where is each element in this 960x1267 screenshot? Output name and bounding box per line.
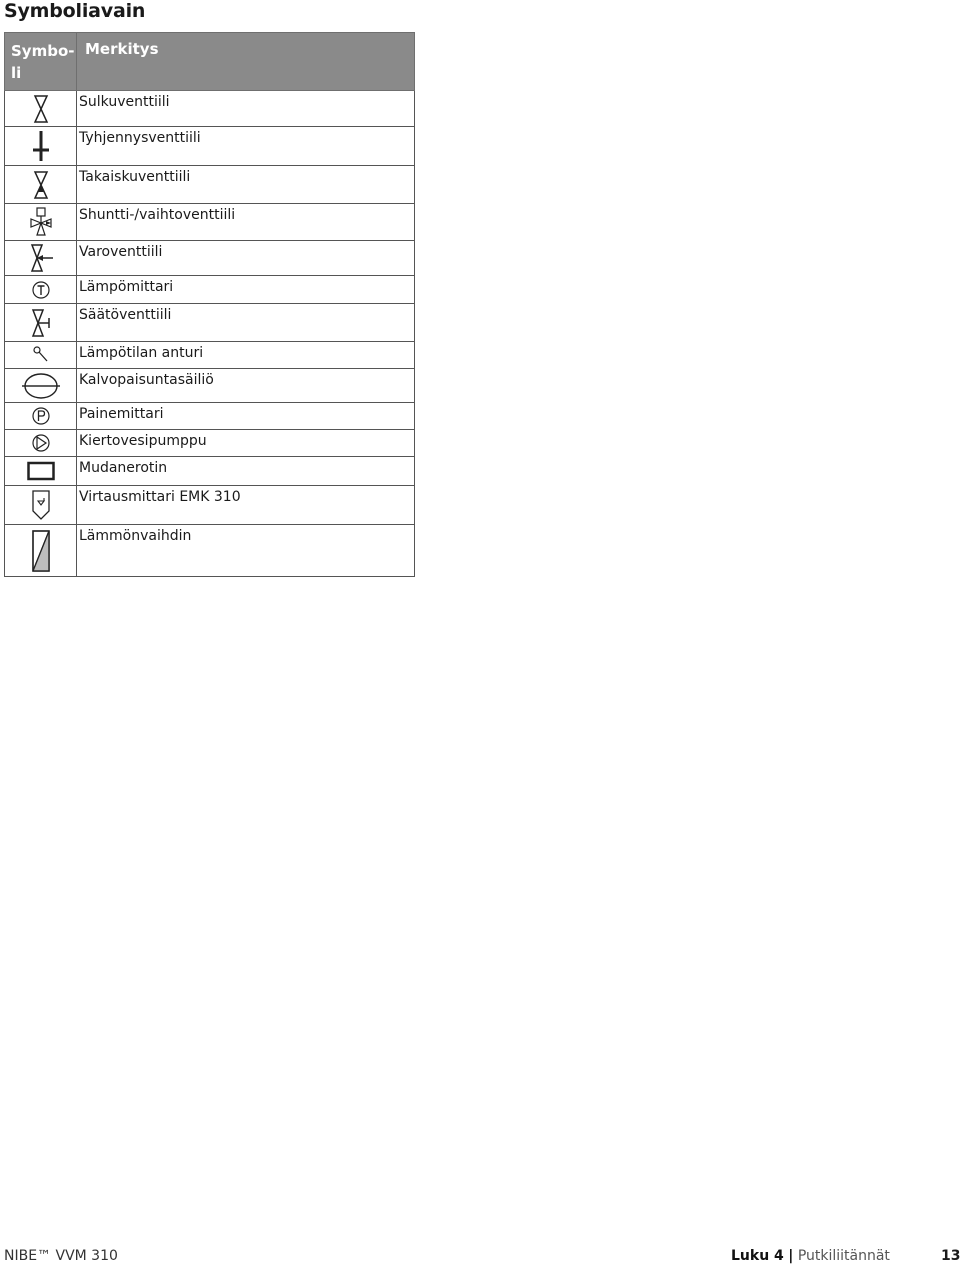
dirt-filter-icon [27,461,55,481]
symbol-cell [5,525,77,577]
table-row [5,525,415,577]
circulation-pump-icon [31,433,51,453]
table-row [5,369,415,403]
symbol-cell [5,304,77,342]
symbol-cell [5,204,77,241]
symbol-cell [5,166,77,204]
check-valve-icon [31,170,51,200]
symbol-cell [5,430,77,457]
meaning-cell: Tyhjennysventtiili [77,127,415,166]
table-row [5,430,415,457]
table-row [5,486,415,525]
safety-valve-icon [28,243,54,273]
meaning-cell: Varoventtiili [77,241,415,276]
table-row [5,403,415,430]
shunt-valve-icon [29,207,53,237]
page-number: 13 [941,1248,960,1264]
drain-valve-icon [31,130,51,162]
meaning-cell: Lämpötilan anturi [77,342,415,369]
shutoff-valve-icon [31,94,51,124]
meaning-cell: Mudanerotin [77,457,415,486]
table-row [5,241,415,276]
table-row [5,457,415,486]
table-row [5,91,415,127]
footer-brand: NIBE™ VVM 310 [4,1248,118,1264]
symbol-cell [5,342,77,369]
symbol-cell [5,127,77,166]
table-row [5,127,415,166]
temperature-sensor-icon [31,345,51,365]
symbol-cell [5,486,77,525]
symbol-cell [5,241,77,276]
symbol-cell [5,403,77,430]
footer-separator: | [788,1248,794,1264]
meaning-cell: Shuntti-/vaihtoventtiili [77,204,415,241]
symbol-cell [5,457,77,486]
symbol-column-header [5,33,77,91]
heat-exchanger-icon [31,529,51,573]
thermometer-icon [31,280,51,300]
footer-chapter: Luku 4 [731,1248,784,1264]
expansion-vessel-icon [21,372,61,400]
meaning-cell: Sulkuventtiili [77,91,415,127]
footer-chapter-info [731,1248,890,1264]
symbol-header-text: Symbo- li [11,42,75,82]
meaning-cell: Säätöventtiili [77,304,415,342]
symbol-cell [5,276,77,304]
flow-meter-icon [31,489,51,521]
regulating-valve-icon [29,308,53,338]
meaning-cell: Lämpömittari [77,276,415,304]
meaning-cell: Painemittari [77,403,415,430]
symbol-cell [5,91,77,127]
table-row [5,166,415,204]
meaning-column-header: Merkitys [77,33,415,91]
table-row [5,342,415,369]
meaning-cell: Takaiskuventtiili [77,166,415,204]
meaning-cell: Kiertovesipumppu [77,430,415,457]
table-row [5,276,415,304]
table-row [5,304,415,342]
meaning-cell: Virtausmittari EMK 310 [77,486,415,525]
symbol-table [4,32,415,577]
symbol-cell [5,369,77,403]
pressure-gauge-icon [31,406,51,426]
meaning-cell: Lämmönvaihdin [77,525,415,577]
table-header-row [5,33,415,91]
page-title: Symboliavain [4,0,146,22]
table-row [5,204,415,241]
footer-section: Putkiliitännät [797,1248,890,1264]
meaning-cell: Kalvopaisuntasäiliö [77,369,415,403]
